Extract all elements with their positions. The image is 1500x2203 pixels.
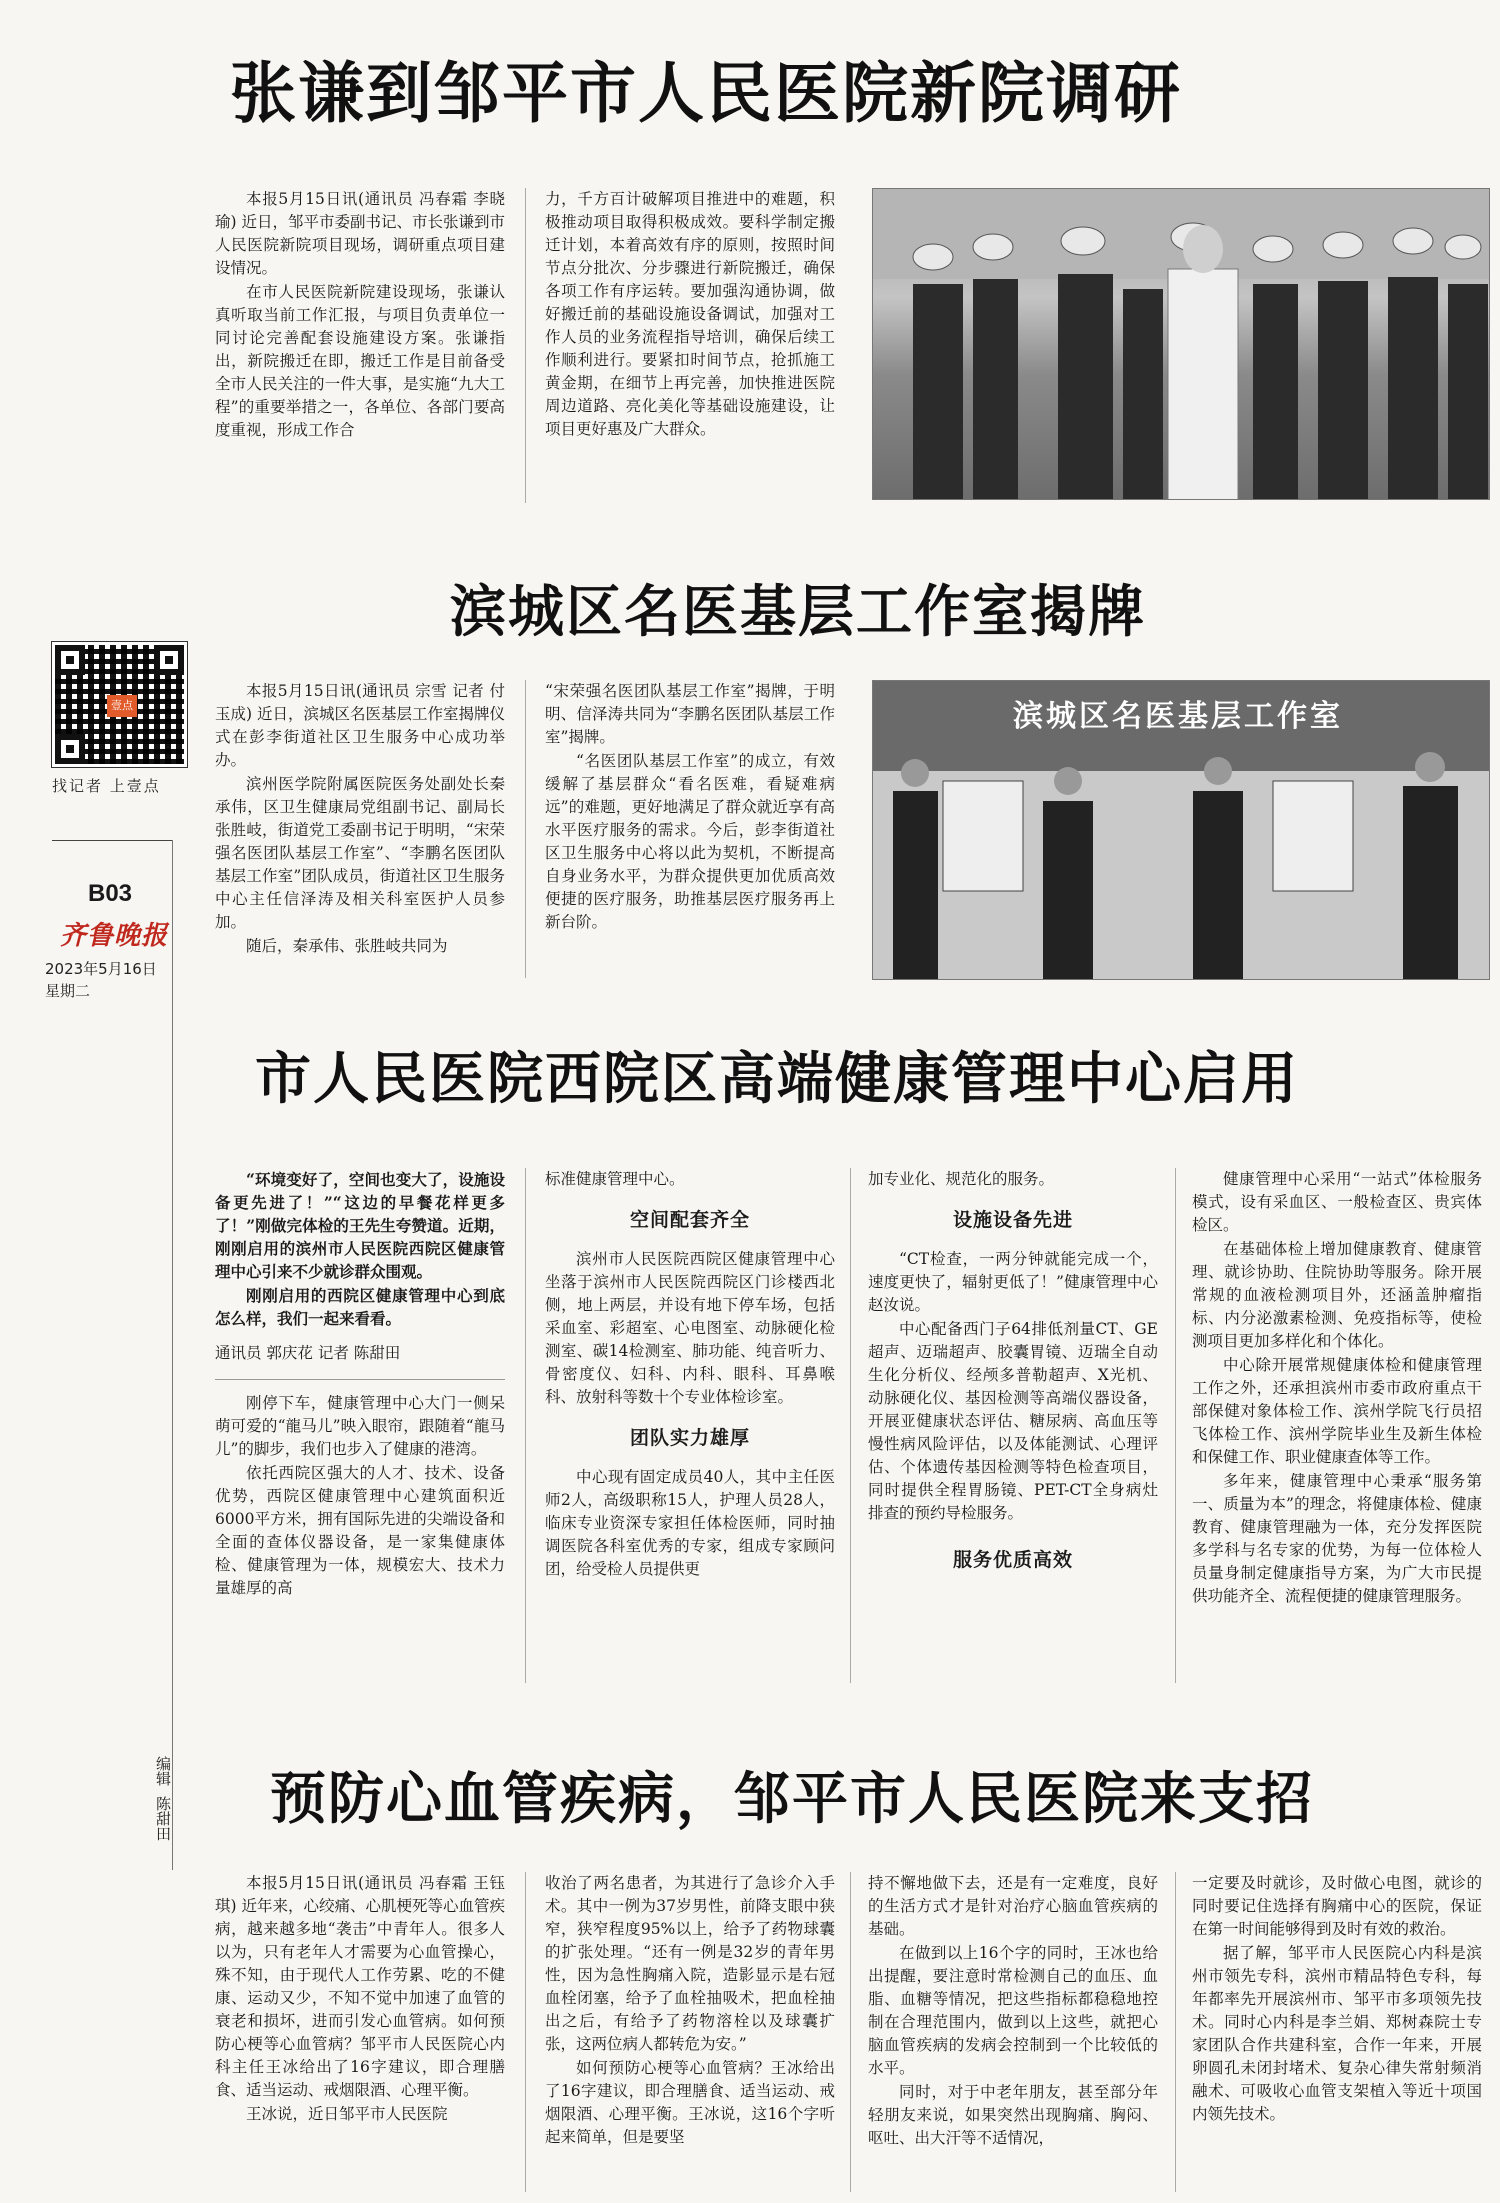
newspaper-name: 齐鲁晚报: [60, 921, 169, 951]
paragraph: 在基础体检上增加健康教育、健康管理、就诊协助、住院协助等服务。除开展常规的血液检测项目外，还涵盖肿瘤指标、内分泌激素检测、免疫指标等，使检测项目更加多样化和个体化。: [1192, 1240, 1482, 1350]
column-divider: [850, 1872, 851, 2192]
paragraph: 加专业化、规范化的服务。: [868, 1170, 1055, 1188]
subheading: 团队实力雄厚: [629, 1427, 750, 1449]
subheading: 服务优质高效: [952, 1549, 1073, 1571]
paragraph: 持不懈地做下去，还是有一定难度，良好的生活方式才是针对治疗心脑血管疾病的基础。: [868, 1874, 1158, 1938]
article1-col2: [545, 188, 835, 508]
paragraph: “名医团队基层工作室”的成立，有效缓解了基层群众“看名医难，看疑难病远”的难题，更好地满足了群众就近享有高水平医疗服务的需求。今后，彭李街道社区卫生服务中心将以此为契机，不断提高自身业务水平，为群众提供更加优质高效便捷的医疗服务，助推基层医疗服务再上新台阶。: [545, 752, 835, 931]
article1-photo: [872, 188, 1490, 500]
article4-col2: [545, 1872, 835, 2197]
article2-col1: [215, 680, 505, 980]
qr-caption: 找记者 上壹点: [52, 777, 161, 795]
side-divider: [172, 840, 173, 1870]
paragraph: 中心现有固定成员40人，其中主任医师2人，高级职称15人，护理人员28人，临床专业资深专家担任体检医师，同时抽调医院各科室优秀的专家，组成专家顾问团，给受检人员提供更: [545, 1468, 835, 1578]
editor-name: 陈甜田: [154, 1796, 172, 1841]
byline: 通讯员 郭庆花 记者 陈甜田: [215, 1344, 401, 1362]
column-divider: [1175, 1872, 1176, 2192]
paragraph: 收治了两名患者，为其进行了急诊介入手术。其中一例为37岁男性，前降支眼中狭窄，狭窄程度95%以上，给予了药物球囊的扩张处理。“还有一例是32岁的青年男性，因为急性胸痛入院，造影显示是右冠血栓闭塞，给予了血栓抽吸术，把血栓抽出之后，有给予了药物溶栓以及球囊扩张，这两位病人都转危为安。”: [545, 1874, 835, 2053]
paragraph: 滨州市人民医院西院区健康管理中心坐落于滨州市人民医院西院区门诊楼西北侧，地上两层，并设有地下停车场，包括采血室、彩超室、心电图室、动脉硬化检测室、碳14检测室、肺功能、纯音听力、骨密度仪、妇科、内科、眼科、耳鼻喉科、放射科等数十个专业体检诊室。: [545, 1250, 835, 1406]
article3-col2: [545, 1168, 835, 1688]
paragraph: 中心除开展常规健康体检和健康管理工作之外，还承担滨州市委市政府重点干部保健对象体检工作、滨州学院飞行员招飞体检工作、滨州学院毕业生及新生体检和保健工作、职业健康查体等工作。: [1192, 1356, 1482, 1466]
article3-col3: [868, 1168, 1158, 1688]
paragraph: 在市人民医院新院建设现场，张谦认真听取当前工作汇报，与项目负责单位一同讨论完善配套设施建设方案。张谦指出，新院搬迁在即，搬迁工作是目前备受全市人民关注的一件大事，是实施“九大工程”的重要举措之一，各单位、各部门要高度重视，形成工作合: [215, 283, 505, 439]
paragraph: 一定要及时就诊，及时做心电图，就诊的同时要记住选择有胸痛中心的医院，保证在第一时间能够得到及时有效的救治。: [1192, 1874, 1482, 1938]
editor-credit: [152, 1756, 174, 1841]
paragraph: “CT检查，一两分钟就能完成一个，速度更快了，辐射更低了！”健康管理中心赵汝说。: [868, 1250, 1158, 1314]
article2-col2: [545, 680, 835, 980]
paragraph: 健康管理中心采用“一站式”体检服务模式，设有采血区、一般检查区、贵宾体检区。: [1192, 1170, 1482, 1234]
paragraph: 多年来，健康管理中心秉承“服务第一、质量为本”的理念，将健康体检、健康教育、健康管理融为一体，充分发挥医院多学科与名专家的优势，为每一位体检人员量身制定健康指导方案，为广大市民提供功能齐全、流程便捷的健康管理服务。: [1192, 1472, 1482, 1605]
qr-finder-icon: [55, 645, 85, 675]
column-divider: [525, 1872, 526, 2192]
paragraph: 随后，秦承伟、张胜岐共同为: [246, 937, 448, 955]
article3-headline: 市人民医院西院区高端健康管理中心启用: [255, 1046, 1299, 1112]
lead-paragraph: 刚刚启用的西院区健康管理中心到底怎么样，我们一起来看看。: [215, 1286, 505, 1328]
divider: [215, 1379, 505, 1380]
column-divider: [525, 188, 526, 503]
paragraph: 滨州医学院附属医院医务处副处长秦承伟，区卫生健康局党组副书记、副局长张胜岐，街道党工委副书记于明明，“宋荣强名医团队基层工作室”、“李鹏名医团队基层工作室”团队成员，街道社区卫生服务中心主任信泽涛及相关科室医护人员参加。: [215, 775, 505, 931]
paragraph: 本报5月15日讯(通讯员 冯春霜 王钰琪) 近年来，心绞痛、心肌梗死等心血管疾病，越来越多地“袭击”中青年人。很多人以为，只有老年人才需要为心血管操心，殊不知，由于现代人工作劳累、吃的不健康、运动又少，不知不觉中加速了血管的衰老和损坏，进而引发心血管病。如何预防心梗等心血管病？邹平市人民医院心内科主任王冰给出了16字建议，即合理膳食、适当运动、戒烟限酒、心理平衡。: [215, 1874, 505, 2099]
column-divider: [850, 1168, 851, 1683]
subheading: 空间配套齐全: [629, 1209, 750, 1231]
column-divider: [525, 1168, 526, 1683]
paragraph: 中心配备西门子64排低剂量CT、GE超声、迈瑞超声、胶囊胃镜、迈瑞全自动生化分析仪、经颅多普勒超声、X光机、动脉硬化仪、基因检测等高端仪器设备，开展亚健康状态评估、糖尿病、高血压等慢性病风险评估，以及体能测试、心理评估、个体遗传基因检测等特色检查项目，同时提供全程胃肠镜、PET-CT全身病灶排查的预约导检服务。: [868, 1320, 1158, 1522]
paragraph: 本报5月15日讯(通讯员 冯春霜 李晓瑜) 近日，邹平市委副书记、市长张谦到市人民医院新院项目现场，调研重点项目建设情况。: [215, 190, 505, 277]
article4-col1: [215, 1872, 505, 2197]
app-logo: 壹点: [107, 695, 137, 717]
paragraph: 据了解，邹平市人民医院心内科是滨州市领先专科，滨州市精品特色专科，每年都率先开展滨州市、邹平市多项领先技术。同时心内科是李兰娟、郑树森院士专家团队合作共建科室，合作一年来，开展卵圆孔未闭封堵术、复杂心律失常射频消融术、可吸收心血管支架植入等近十项国内领先技术。: [1192, 1944, 1482, 2123]
subheading: 设施设备先进: [952, 1209, 1073, 1231]
column-divider: [1175, 1168, 1176, 1683]
paragraph: 王冰说，近日邹平市人民医院: [246, 2105, 448, 2123]
paragraph: 本报5月15日讯(通讯员 宗雪 记者 付玉成) 近日，滨城区名医基层工作室揭牌仪式在彭李街道社区卫生服务中心成功举办。: [215, 682, 505, 769]
article1-col1: [215, 188, 505, 508]
editor-label: 编辑: [154, 1756, 172, 1786]
qr-finder-icon: [154, 645, 184, 675]
page-number: B03: [88, 880, 133, 907]
paragraph: 如何预防心梗等心血管病？王冰给出了16字建议，即合理膳食、适当运动、戒烟限酒、心理平衡。王冰说，这16个字听起来简单，但是要坚: [545, 2059, 835, 2146]
column-divider: [525, 680, 526, 978]
article2-photo: [872, 680, 1490, 980]
qr-finder-icon: [55, 734, 85, 764]
issue-weekday: 星期二: [45, 982, 91, 1000]
article4-col4: [1192, 1872, 1482, 2197]
paragraph: 标准健康管理中心。: [545, 1170, 685, 1188]
article3-col4: [1192, 1168, 1482, 1688]
paragraph: 刚停下车，健康管理中心大门一侧呆萌可爱的“龍马儿”映入眼帘，跟随着“龍马儿”的脚步，我们也步入了健康的港湾。: [215, 1394, 505, 1458]
paragraph: 在做到以上16个字的同时，王冰也给出提醒，要注意时常检测自己的血压、血脂、血糖等情况，把这些指标都稳稳地控制在合理范围内，做到以上这些，就把心脑血管疾病的发病会控制到一个比较低的水平。: [868, 1944, 1158, 2077]
paragraph: 力，千方百计破解项目推进中的难题，积极推动项目取得积极成效。要科学制定搬迁计划，本着高效有序的原则，按照时间节点分批次、分步骤进行新院搬迁，确保各项工作有序运转。要加强沟通协调，做好搬迁前的基础设施设备调试，加强对工作人员的业务流程指导培训，确保后续工作顺利进行。要紧扣时间节点，抢抓施工黄金期，在细节上再完善，加快推进医院周边道路、亮化美化等基础设施建设，让项目更好惠及广大群众。: [545, 190, 835, 438]
lead-paragraph: “环境变好了，空间也变大了，设施设备更先进了！”“这边的早餐花样更多了！”刚做完体检的王先生夸赞道。近期，刚刚启用的滨州市人民医院西院区健康管理中心引来不少就诊群众围观。: [215, 1170, 505, 1281]
divider: [52, 840, 172, 841]
article4-headline: 预防心血管疾病，邹平市人民医院来支招: [270, 1766, 1314, 1832]
qr-code[interactable]: [52, 642, 187, 767]
article4-col3: [868, 1872, 1158, 2197]
paragraph: 同时，对于中老年朋友，甚至部分年轻朋友来说，如果突然出现胸痛、胸闷、呕吐、出大汗等不适情况，: [868, 2083, 1158, 2147]
article3-col1: [215, 1168, 505, 1688]
paragraph: 依托西院区强大的人才、技术、设备优势，西院区健康管理中心建筑面积近6000平方米，拥有国际先进的尖端设备和全面的查体仪器设备，是一家集健康体检、健康管理为一体，规模宏大、技术力量雄厚的高: [215, 1464, 505, 1597]
issue-date: 2023年5月16日: [45, 960, 157, 978]
photo-banner-text: 滨城区名医基层工作室: [1013, 699, 1343, 734]
paragraph: “宋荣强名医团队基层工作室”揭牌，于明明、信泽涛共同为“李鹏名医团队基层工作室”揭牌。: [545, 682, 835, 746]
article2-headline: 滨城区名医基层工作室揭牌: [450, 579, 1146, 645]
site-visit-photo: [873, 189, 1490, 500]
article1-headline: 张谦到邹平市人民医院新院调研: [230, 54, 1182, 132]
